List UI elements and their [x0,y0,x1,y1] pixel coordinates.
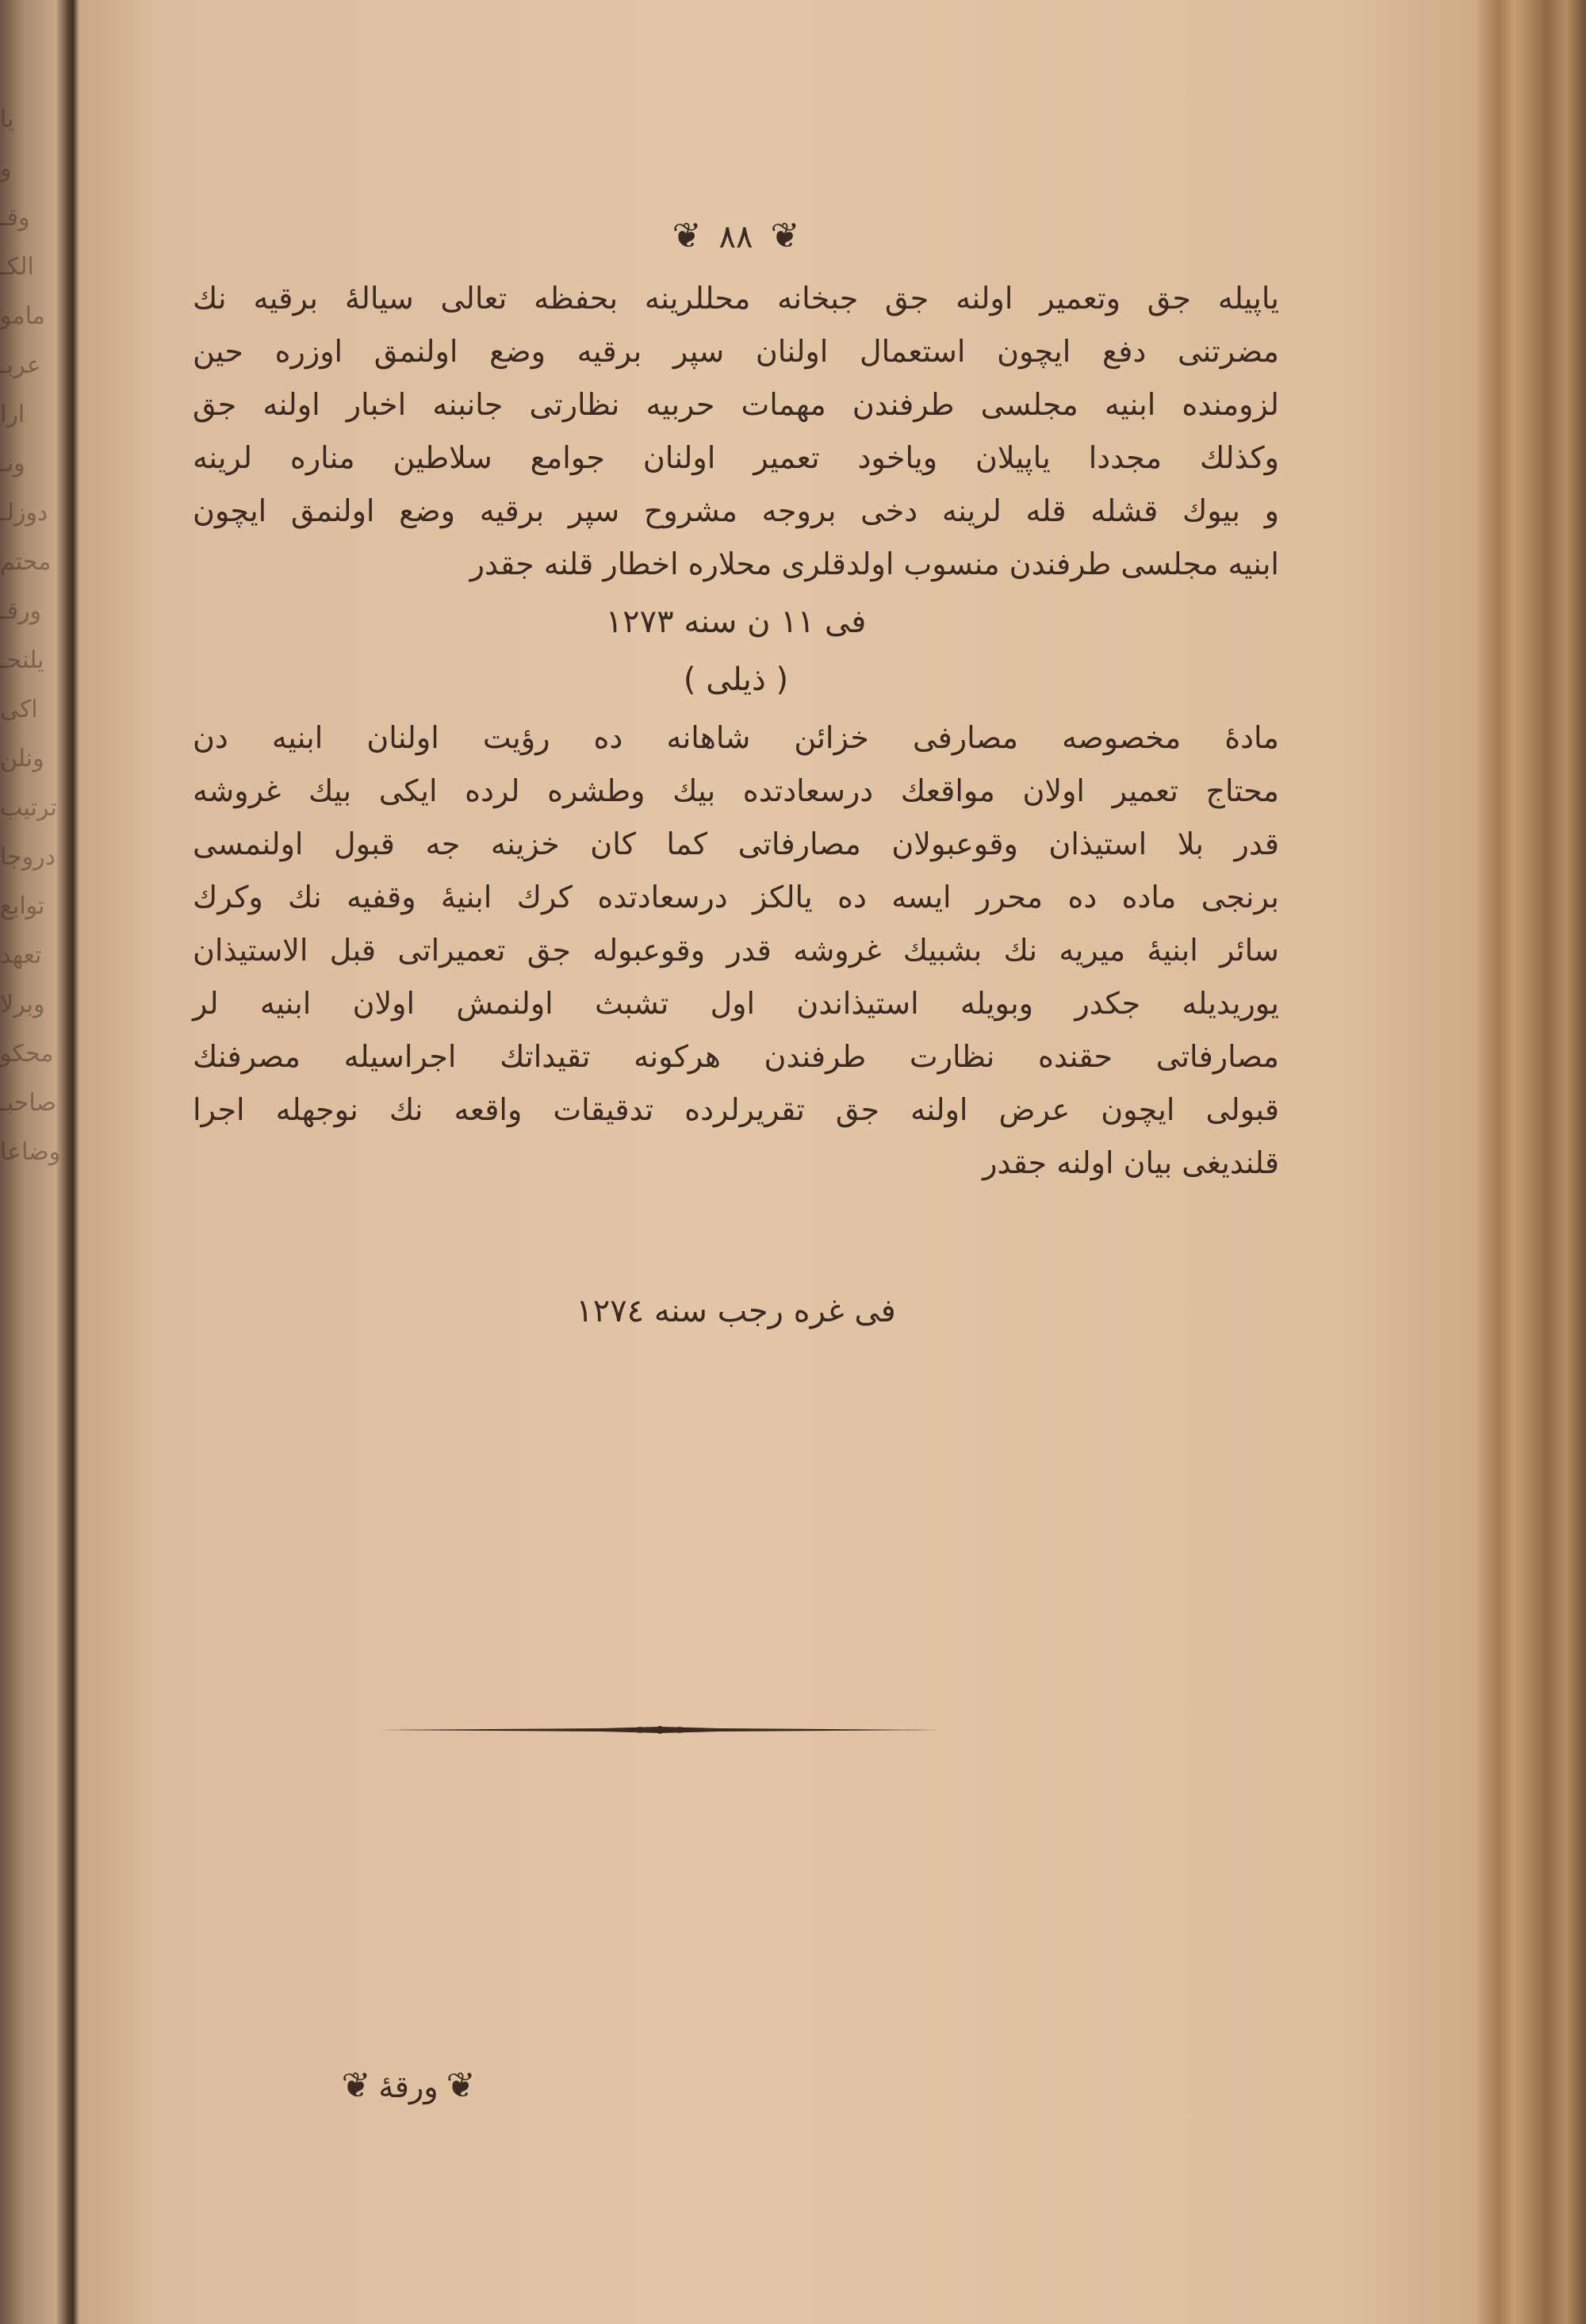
text-line: برنجی ماده ده محرر ایسه ده یالکز درسعادتده کرك ابنیهٔ وقفیه نك وکرك [193,880,1279,915]
text-line: یوریدیله جکدر وبویله استیذاندن اول تشبث اولنمش اولان ابنیه لر [193,986,1279,1021]
text-line: وکذلك مجددا یاپیلان ویاخود تعمیر اولنان جوامع سلاطین مناره لرینه [193,440,1279,475]
text-line: ابنیه مجلسی طرفندن منسوب اولدقلری محلاره اخطار قلنه جقدر [469,546,1279,581]
ornament-icon: ❦ [770,216,800,256]
decorative-rule [378,1726,941,1734]
facing-page-fragment: ورقـ [0,597,42,625]
facing-page-fragment: یا [0,105,14,133]
facing-page-fragment: ارا [0,401,25,428]
facing-page-fragment: دروجا [0,843,56,871]
facing-page-fragment: عربـ [0,351,41,379]
facing-page-fragment: دوزلـ [0,499,48,527]
ornament-icon: ❦ [446,2065,476,2106]
ornament-icon: ❦ [341,2065,371,2106]
text-line: قبولی ایچون عرض اولنه جق تقریرلرده تدقیقات واقعه نك نوجهله اجرا [193,1092,1279,1127]
facing-page-fragment: یلنحـ [0,646,44,674]
date-line: فی ١١ ن سنه ١٢٧٣ [605,604,867,640]
facing-page-fragment: وضاعا [0,1138,61,1166]
text-line: مضرتنی دفع ایچون استعمال اولنان سپر برقیه وضع اولنمق اوزره حین [193,334,1279,369]
text-line: مصارفاتی حقنده نظارت طرفندن هرکونه تقیداتك اجراسیله مصرفنك [193,1039,1279,1074]
text-line: مادهٔ مخصوصه مصارفی خزائن شاهانه ده رؤیت اولنان ابنیه دن [193,720,1279,755]
facing-page-fragment: محکو [0,1040,54,1068]
facing-page-fragment: الکـ [0,253,34,281]
facing-page-fragment: ترتیب [0,794,57,822]
facing-page-fragment: محتم [0,548,52,576]
paragraph-2 [193,711,1279,1190]
page-number: ٨٨ [718,219,753,255]
appendix-heading: ( ذیلی ) [683,662,789,698]
page-body [193,213,1279,1338]
facing-page-fragment: وقـ [0,204,30,232]
facing-page-fragment: وبرلا [0,991,45,1018]
page-number-header [193,213,1279,261]
facing-page-fragment: تعهد [0,941,42,969]
text-line: محتاج تعمیر اولان مواقعك درسعادتده بیك وطشره لرده ایکی بیك غروشه [193,773,1279,808]
catchword-text: ورقهٔ [378,2069,439,2104]
facing-page-fragment: ونـ [0,450,25,477]
text-line: یاپیله جق وتعمیر اولنه جق جبخانه محللرینه بحفظه تعالی سیالهٔ برقیه نك [193,281,1279,316]
catchword [297,2062,519,2111]
text-line: قدر بلا استیذان وقوعبولان مصارفاتی کما کان خزینه جه قبول اولنمسی [193,826,1279,861]
facing-page-fragment: صاحبـ [0,1089,57,1117]
text-line: قلندیغی بیان اولنه جقدر [983,1145,1279,1180]
facing-page-edge [0,95,67,2237]
text-line: سائر ابنیهٔ میریه نك بشبیك غروشه قدر وقوعبوله جق تعمیراتی قبل الاستیذان [193,933,1279,968]
facing-page-fragment: و [0,155,12,182]
text-line: و بیوك قشله قله لرینه دخی بروجه مشروح سپر برقیه وضع اولنمق ایچون [193,493,1279,528]
date-line: فی غره رجب سنه ١٢٧٤ [576,1293,896,1329]
facing-page-fragment: ونلن [0,745,44,773]
facing-page-fragment: اکی [0,696,38,723]
text-line: لزومنده ابنیه مجلسی طرفندن مهمات حربیه نظارتی جانبنه اخبار اولنه جق [193,387,1279,422]
facing-page-fragment: مامو [0,302,45,330]
facing-page-fragment: توابع [0,892,45,920]
ornament-icon: ❦ [672,216,702,256]
paragraph-1 [193,272,1279,591]
